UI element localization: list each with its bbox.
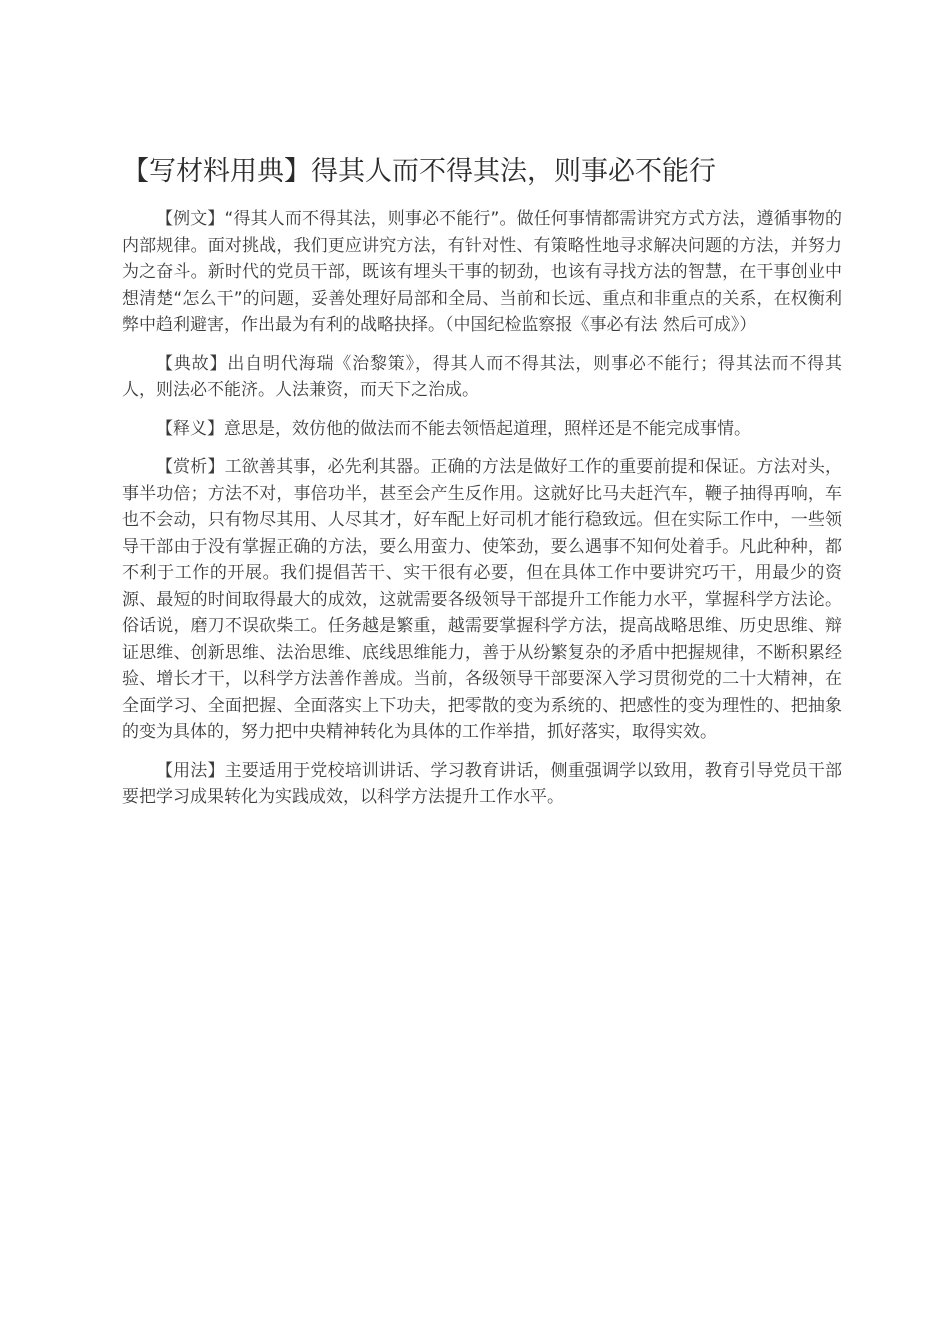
- paragraph-appreciation: [122, 454, 842, 746]
- section-tag-origin: 【典故】: [156, 353, 228, 374]
- section-tag-example: 【例文】: [156, 209, 225, 229]
- section-text-appreciation: 工欲善其事，必先利其器。正确的方法是做好工作的重要前提和保证。方法对头，事半功倍；方法不对，事倍功半，甚至会产生反作用。这就好比马夫赶汽车，鞭子抽得再响，车也不会动，只有物尽其用、人尽其才，好车配上好司机才能行稳致远。但在实际工作中，一些领导干部由于没有掌握正确的方法，要么用蛮力、使笨劲，要么遇事不知何处着手。凡此种种，都不利于工作的开展。我们提倡苦干、实干很有必要，但在具体工作中要讲究巧干，用最少的资源、最短的时间取得最大的成效，这就需要各级领导干部提升工作能力水平，掌握科学方法论。俗话说，磨刀不误砍柴工。任务越是繁重，越需要掌握科学方法，提高战略思维、历史思维、辩证思维、创新思维、法治思维、底线思维能力，善于从纷繁复杂的矛盾中把握规律，不断积累经验、增长才干，以科学方法善作善成。当前，各级领导干部要深入学习贯彻党的二十大精神，在全面学习、全面把握、全面落实上下功夫，把零散的变为系统的、把感性的变为理性的、把抽象的变为具体的，努力把中央精神转化为具体的工作举措，抓好落实，取得实效。: [122, 457, 843, 742]
- section-tag-appreciation: 【赏析】: [156, 457, 225, 477]
- document-body: [122, 206, 842, 823]
- section-text-example: “得其人而不得其法，则事必不能行”。做任何事情都需讲究方式方法，遵循事物的内部规律。面对挑战，我们更应讲究方法，有针对性、有策略性地寻求解决问题的方法，并努力为之奋斗。新时代的党员干部，既该有埋头干事的韧劲，也该有寻找方法的智慧，在干事创业中想清楚“怎么干”的问题，妥善处理好局部和全局、当前和长远、重点和非重点的关系，在权衡利弊中趋利避害，作出最为有利的战略抉择。（中国纪检监察报《事必有法 然后可成》）: [122, 209, 842, 335]
- section-text-meaning: 意思是，效仿他的做法而不能去领悟起道理，照样还是不能完成事情。: [224, 418, 751, 439]
- section-text-origin: 出自明代海瑞《治黎策》，得其人而不得其法，则事必不能行；得其法而不得其人，则法必不能济。人法兼资，而天下之治成。: [122, 353, 843, 400]
- section-tag-usage: 【用法】: [156, 760, 225, 781]
- paragraph-usage: [122, 758, 842, 811]
- page-title: 【写材料用典】得其人而不得其法，则事必不能行: [122, 156, 716, 187]
- paragraph-origin: [122, 351, 842, 404]
- paragraph-meaning: [122, 416, 842, 443]
- section-tag-meaning: 【释义】: [156, 418, 224, 439]
- paragraph-example: [122, 206, 842, 339]
- section-text-usage: 主要适用于党校培训讲话、学习教育讲话，侧重强调学以致用，教育引导党员干部要把学习成果转化为实践成效，以科学方法提升工作水平。: [122, 760, 843, 807]
